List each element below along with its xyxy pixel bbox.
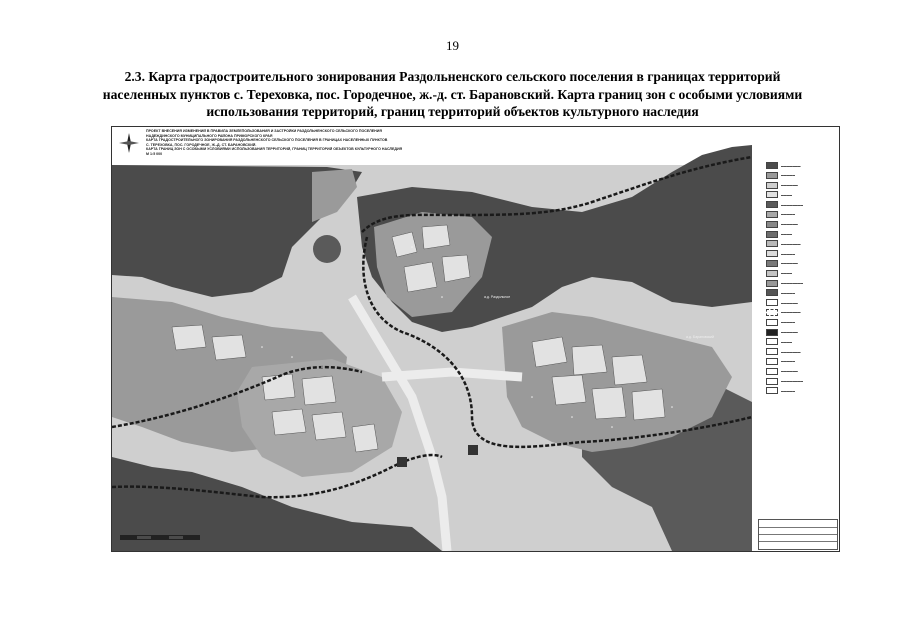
map-legend bbox=[766, 161, 834, 491]
road-label: а.д. Раздольное bbox=[484, 295, 511, 299]
heading-line-2: населенных пунктов с. Тереховка, пос. Городечное, ж.-д. ст. Барановский. Карта границ зон с особыми условиями bbox=[102, 86, 803, 102]
pond bbox=[313, 235, 341, 263]
legend-item: ▬▬▬▬▬▬▬ bbox=[766, 308, 834, 317]
scale-bar bbox=[120, 535, 200, 540]
map-title-line: КАРТА ГРАДОСТРОИТЕЛЬНОГО ЗОНИРОВАНИЯ РАЗДОЛЬНЕНСКОГО СЕЛЬСКОГО ПОСЕЛЕНИЯ В ГРАНИЦАХ НАСЕЛЕННЫХ ПУНКТОВ bbox=[146, 138, 388, 143]
map-drawing bbox=[112, 127, 839, 551]
heading-line-3: использования территорий, границ территорий объектов культурного наследия bbox=[206, 104, 699, 119]
legend-item: ▬▬▬▬▬▬▬ bbox=[766, 347, 834, 356]
drawing-stamp bbox=[758, 519, 838, 550]
legend-item: ▬▬▬▬▬▬ bbox=[766, 367, 834, 376]
legend-item: ▬▬▬▬▬ bbox=[766, 210, 834, 219]
page-heading bbox=[60, 68, 845, 121]
map-title-line: С. ТЕРЕХОВКА, ПОС. ГОРОДЕЧНОЕ, Ж.-Д. СТ. БАРАНОВСКИЙ. bbox=[146, 142, 257, 147]
heading-line-1: 2.3. Карта градостроительного зонирования Раздольненского сельского поселения в границах территорий bbox=[124, 69, 781, 84]
legend-item: ▬▬▬▬ bbox=[766, 337, 834, 346]
legend-item: ▬▬▬▬ bbox=[766, 190, 834, 199]
page-number: 19 bbox=[446, 38, 459, 53]
legend-item: ▬▬▬▬▬▬▬ bbox=[766, 161, 834, 170]
legend-item: ▬▬▬▬▬▬ bbox=[766, 181, 834, 190]
legend-item: ▬▬▬▬▬▬ bbox=[766, 328, 834, 337]
map-title-line: КАРТА ГРАНИЦ ЗОН С ОСОБЫМИ УСЛОВИЯМИ ИСПОЛЬЗОВАНИЯ ТЕРРИТОРИЙ, ГРАНИЦ ТЕРРИТОРИЙ ОБЪЕКТОВ КУЛЬТУРНОГО НАСЛЕДИЯ bbox=[146, 147, 403, 152]
map-title-block bbox=[146, 129, 526, 157]
legend-item: ▬▬▬▬▬▬ bbox=[766, 220, 834, 229]
legend-item: ▬▬▬▬▬▬▬▬ bbox=[766, 200, 834, 209]
legend-item: ▬▬▬▬▬▬▬ bbox=[766, 239, 834, 248]
station-east bbox=[468, 445, 478, 455]
legend-item: ▬▬▬▬▬ bbox=[766, 288, 834, 297]
legend-item: ▬▬▬▬▬ bbox=[766, 357, 834, 366]
legend-item: ▬▬▬▬▬ bbox=[766, 318, 834, 327]
road-label: а.д. Барановский bbox=[686, 335, 714, 339]
legend-item: ▬▬▬▬▬▬▬▬ bbox=[766, 279, 834, 288]
map-title-line: НАДЕЖДИНСКОГО МУНИЦИПАЛЬНОГО РАЙОНА ПРИМОРСКОГО КРАЯ bbox=[146, 133, 273, 138]
map-title-line: ПРОЕКТ ВНЕСЕНИЯ ИЗМЕНЕНИЙ В ПРАВИЛА ЗЕМЛЕПОЛЬЗОВАНИЯ И ЗАСТРОЙКИ РАЗДОЛЬНЕНСКОГО СЕЛЬСКОГО ПОСЕЛЕНИЯ bbox=[146, 129, 382, 133]
legend-item: ▬▬▬▬ bbox=[766, 230, 834, 239]
legend-item: ▬▬▬▬▬▬ bbox=[766, 298, 834, 307]
north-arrow-icon bbox=[118, 132, 140, 154]
legend-item: ▬▬▬▬▬ bbox=[766, 171, 834, 180]
zoning-map bbox=[111, 126, 840, 552]
legend-item: ▬▬▬▬▬ bbox=[766, 249, 834, 258]
legend-item: ▬▬▬▬▬▬ bbox=[766, 259, 834, 268]
station-west bbox=[397, 457, 407, 467]
map-title-line: М 1:5 000 bbox=[146, 151, 163, 156]
legend-item: ▬▬▬▬ bbox=[766, 269, 834, 278]
legend-item: ▬▬▬▬▬ bbox=[766, 386, 834, 395]
legend-item: ▬▬▬▬▬▬▬▬ bbox=[766, 377, 834, 386]
